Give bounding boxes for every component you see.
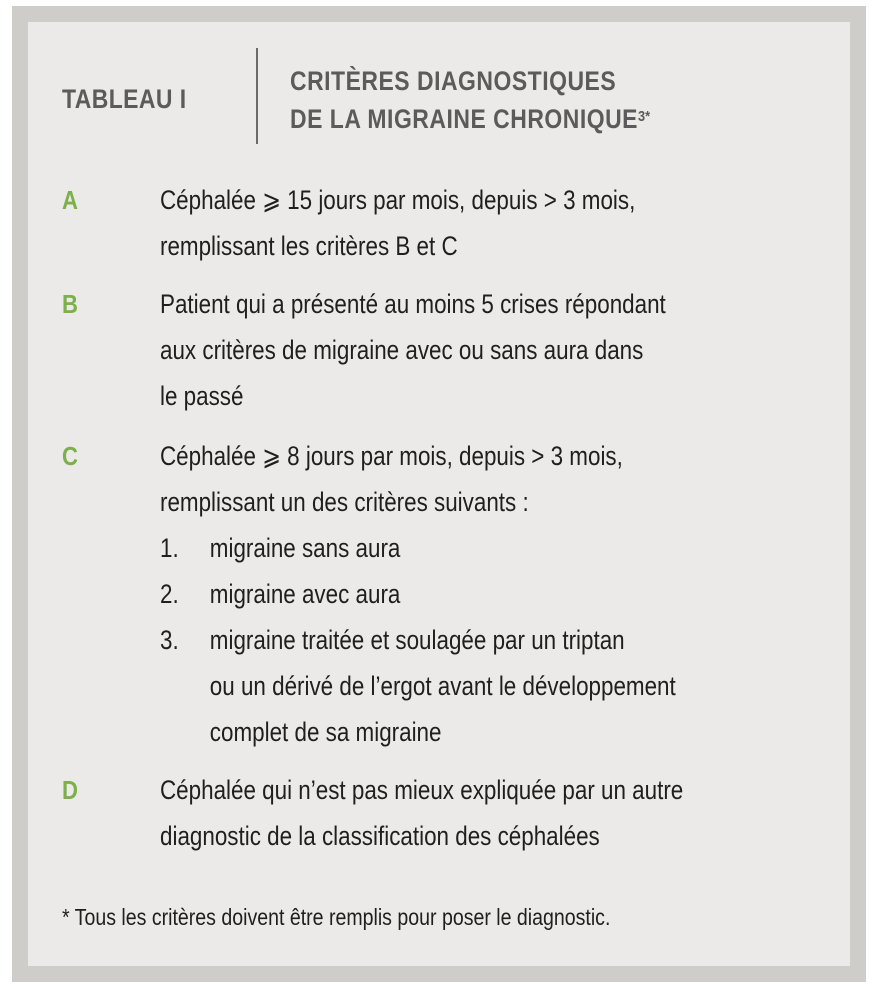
criterion-line: Céphalée qui n’est pas mieux expliquée par un autre <box>160 775 684 805</box>
sub-item-continuation: ou un dérivé de l’ergot avant le développement <box>209 671 676 701</box>
footnote: * Tous les critères doivent être remplis pour poser le diagnostic. <box>62 904 611 930</box>
criterion-line: Céphalée ⩾ 8 jours par mois, depuis > 3 mois, <box>160 441 623 471</box>
table-title <box>290 62 650 138</box>
criterion-text <box>160 281 741 419</box>
criterion-line: Patient qui a présenté au moins 5 crises répondant <box>160 289 666 319</box>
title-line-2 <box>290 100 650 138</box>
criterion-letter: A <box>62 185 78 215</box>
title-superscript: 3* <box>638 108 651 125</box>
criterion-letter: D <box>62 775 78 805</box>
criterion-line: diagnostic de la classification des céphalées <box>160 821 600 851</box>
sub-item-continuation: complet de sa migraine <box>209 717 442 747</box>
sub-item-text: migraine traitée et soulagée par un triptan <box>209 625 625 655</box>
table-label: TABLEAU I <box>62 84 187 114</box>
criterion-text <box>160 767 741 859</box>
criterion-line: le passé <box>160 381 244 411</box>
sub-item-number: 3. <box>160 625 179 655</box>
header-divider <box>256 48 258 144</box>
sub-item-1 <box>160 525 741 571</box>
sub-item-number: 2. <box>160 579 179 609</box>
title-line-2-text: DE LA MIGRAINE CHRONIQUE <box>290 104 639 134</box>
sub-item-text: migraine avec aura <box>209 579 401 609</box>
criterion-line: remplissant les critères B et C <box>160 231 458 261</box>
title-line-1: CRITÈRES DIAGNOSTIQUES <box>290 66 617 96</box>
criterion-text <box>160 433 741 755</box>
sub-item-number: 1. <box>160 533 179 563</box>
table-panel <box>28 22 850 966</box>
criterion-letter: B <box>62 289 78 319</box>
criterion-text <box>160 177 741 269</box>
criterion-letter: C <box>62 441 78 471</box>
sub-item-3 <box>160 617 741 663</box>
criterion-line: Céphalée ⩾ 15 jours par mois, depuis > 3 mois, <box>160 185 636 215</box>
criterion-line: aux critères de migraine avec ou sans aura dans <box>160 335 644 365</box>
criterion-line: remplissant un des critères suivants : <box>160 487 529 517</box>
sub-item-text: migraine sans aura <box>209 533 401 563</box>
sub-item-2 <box>160 571 741 617</box>
